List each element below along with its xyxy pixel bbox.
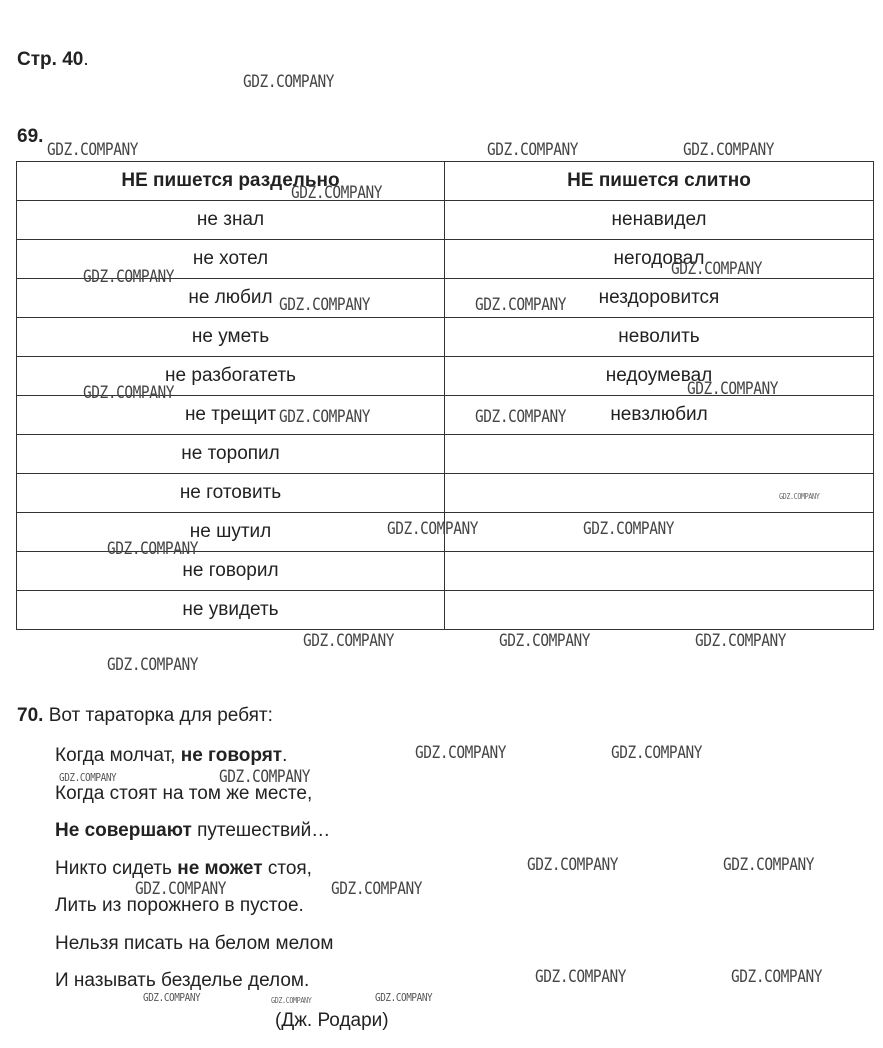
cell-separate: не знал: [17, 201, 445, 240]
task-70-intro-text: Вот тараторка для ребят:: [48, 705, 273, 726]
watermark: GDZ.COMPANY: [487, 140, 579, 160]
watermark: GDZ.COMPANY: [583, 519, 675, 539]
poem-line: [55, 894, 333, 932]
watermark: GDZ.COMPANY: [331, 879, 423, 899]
cell-together: [445, 474, 874, 513]
cell-separate: не трещит: [17, 396, 445, 435]
watermark: GDZ.COMPANY: [671, 259, 763, 279]
table-row: [17, 279, 874, 318]
table-row: [17, 513, 874, 552]
page-reference-dot: .: [83, 49, 89, 70]
table-row: [17, 396, 874, 435]
poem-author: (Дж. Родари): [275, 1010, 389, 1031]
poem-line-text: Нельзя писать на белом мелом: [55, 932, 334, 954]
poem-line-bold: не может: [177, 857, 263, 879]
cell-together: [445, 435, 874, 474]
watermark: GDZ.COMPANY: [475, 407, 567, 427]
cell-separate: не любил: [17, 279, 445, 318]
watermark: GDZ.COMPANY: [387, 519, 479, 539]
watermark: GDZ.COMPANY: [415, 743, 507, 763]
poem-line: [55, 969, 333, 1007]
cell-together: недоумевал: [445, 357, 874, 396]
poem-line-text: И называть безделье делом.: [55, 970, 310, 991]
cell-separate: не торопил: [17, 435, 445, 474]
watermark: GDZ.COMPANY: [731, 967, 823, 987]
watermark: GDZ.COMPANY: [243, 72, 335, 92]
watermark: GDZ.COMPANY: [291, 183, 383, 203]
cell-separate: не хотел: [17, 240, 445, 279]
watermark: GDZ.COMPANY: [303, 631, 395, 651]
watermark: GDZ.COMPANY: [279, 407, 371, 427]
poem-line-text: стоя,: [262, 857, 312, 879]
poem-line-text: Лить из порожнего в пустое.: [55, 895, 304, 916]
poem-line-text: .: [282, 745, 288, 766]
watermark: GDZ.COMPANY: [135, 879, 227, 899]
task-70-intro: [17, 705, 273, 727]
watermark: GDZ.COMPANY: [219, 767, 311, 787]
watermark: GDZ.COMPANY: [527, 855, 619, 875]
watermark: GDZ.COMPANY: [83, 267, 175, 287]
watermark: GDZ.COMPANY: [83, 383, 175, 403]
watermark: GDZ.COMPANY: [683, 140, 775, 160]
table-row: [17, 552, 874, 591]
watermark: GDZ.COMPANY: [59, 771, 117, 784]
poem-line: [55, 857, 333, 895]
poem: [55, 744, 333, 1007]
cell-separate: не уметь: [17, 318, 445, 357]
watermark: GDZ.COMPANY: [375, 991, 433, 1004]
cell-together: нездоровится: [445, 279, 874, 318]
watermark: GDZ.COMPANY: [107, 539, 199, 559]
cell-together: неволить: [445, 318, 874, 357]
watermark: GDZ.COMPANY: [499, 631, 591, 651]
header-together: НЕ пишется слитно: [445, 162, 874, 201]
table-row: [17, 474, 874, 513]
poem-line-text: путешествий…: [191, 820, 331, 841]
cell-together: негодовал: [445, 240, 874, 279]
table-row: [17, 435, 874, 474]
watermark: GDZ.COMPANY: [279, 295, 371, 315]
cell-separate: не говорил: [17, 552, 445, 591]
poem-line: [55, 932, 333, 970]
cell-together: [445, 591, 874, 630]
table-row: [17, 240, 874, 279]
header-separate: НЕ пишется раздельно: [17, 162, 445, 201]
poem-line-bold: не говорят: [180, 745, 283, 766]
watermark: GDZ.COMPANY: [271, 996, 312, 1005]
poem-line-bold: Не совершают: [55, 820, 192, 841]
poem-line-text: Никто сидеть: [55, 857, 178, 879]
cell-separate: не увидеть: [17, 591, 445, 630]
watermark: GDZ.COMPANY: [779, 492, 820, 501]
watermark: GDZ.COMPANY: [475, 295, 567, 315]
cell-together: невзлюбил: [445, 396, 874, 435]
cell-together: [445, 513, 874, 552]
watermark: GDZ.COMPANY: [107, 655, 199, 675]
watermark: GDZ.COMPANY: [695, 631, 787, 651]
page-reference: [17, 49, 89, 71]
poem-line-text: Когда стоят на том же месте,: [55, 782, 313, 804]
table-row: [17, 318, 874, 357]
cell-together: ненавидел: [445, 201, 874, 240]
cell-separate: не шутил: [17, 513, 445, 552]
cell-separate: не разбогатеть: [17, 357, 445, 396]
poem-line: [55, 819, 333, 857]
cell-separate: не готовить: [17, 474, 445, 513]
watermark: GDZ.COMPANY: [687, 379, 779, 399]
table-header-row: [17, 162, 874, 201]
watermark: GDZ.COMPANY: [611, 743, 703, 763]
page-reference-label: Стр. 40: [17, 49, 84, 70]
poem-line-text: Когда молчат,: [55, 745, 181, 766]
watermark: GDZ.COMPANY: [143, 991, 201, 1004]
watermark: GDZ.COMPANY: [47, 140, 139, 160]
table-row: [17, 591, 874, 630]
watermark: GDZ.COMPANY: [723, 855, 815, 875]
table-row: [17, 357, 874, 396]
table-row: [17, 201, 874, 240]
watermark: GDZ.COMPANY: [535, 967, 627, 987]
poem-line: [55, 744, 333, 782]
task-69-number: 69.: [17, 126, 44, 147]
task-70-number: 70.: [17, 705, 44, 726]
cell-together: [445, 552, 874, 591]
poem-line: [55, 782, 333, 820]
word-table: [16, 161, 874, 630]
